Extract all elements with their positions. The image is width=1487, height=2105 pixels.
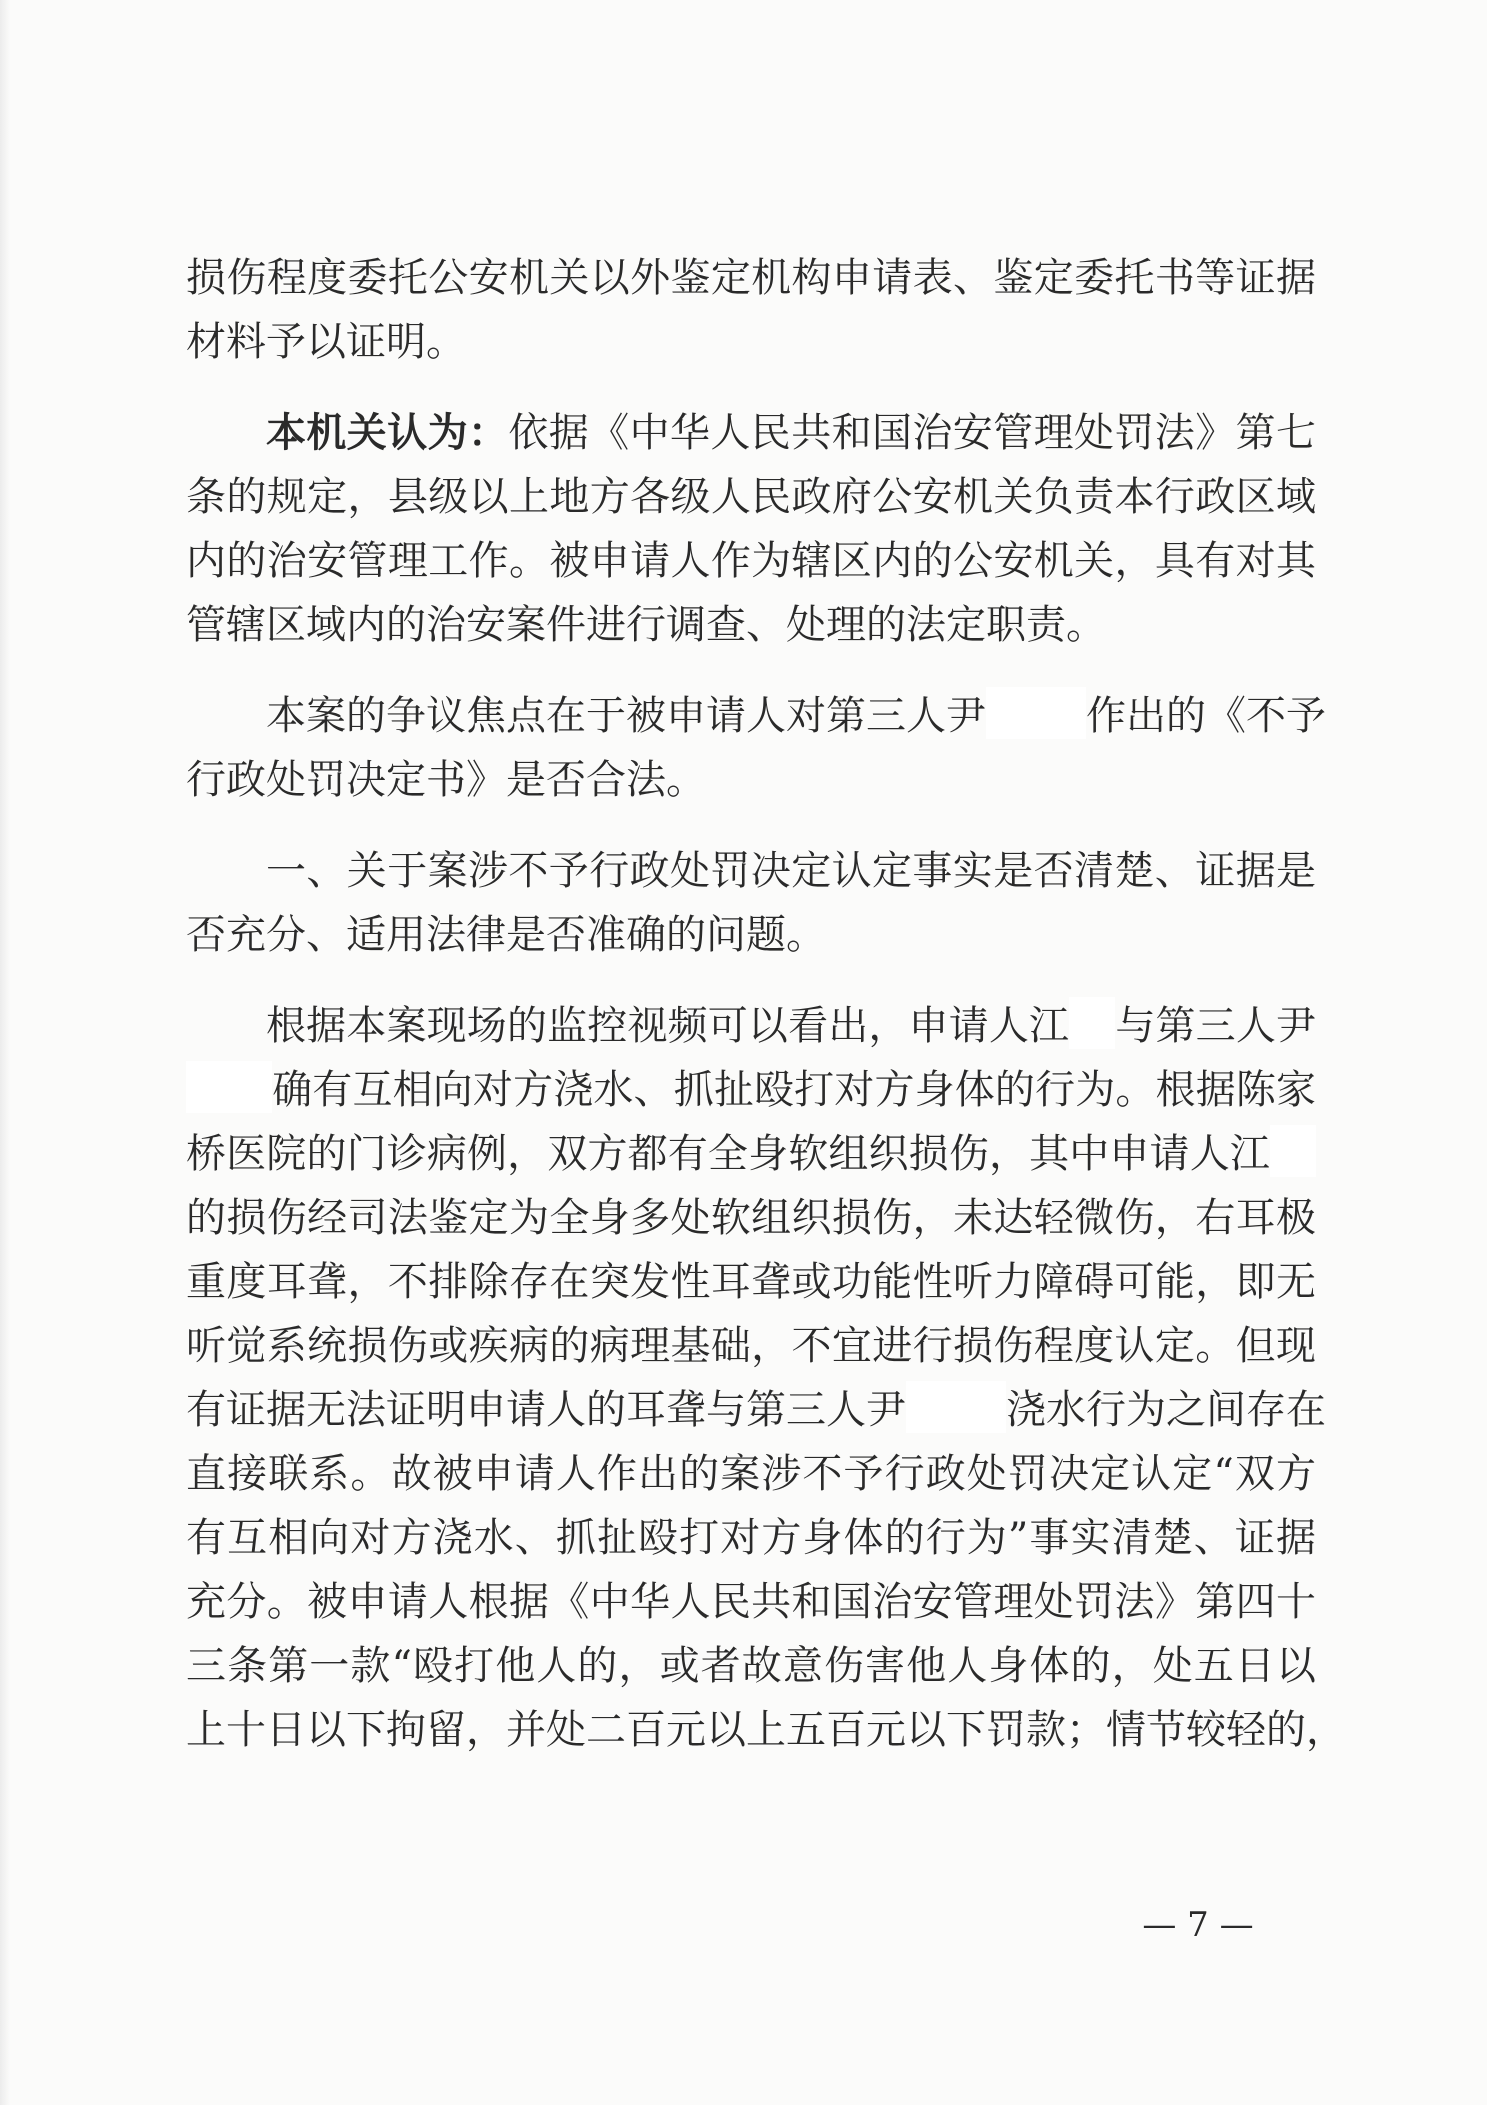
line-text: 的损伤经司法鉴定为全身多处软组织损伤，未达轻微伤，右耳极	[186, 1195, 1316, 1241]
paragraph-injury-evidence	[186, 246, 1316, 374]
paragraph-authority-opinion	[186, 401, 1316, 657]
body-text	[186, 246, 1346, 1762]
text-line	[186, 1058, 1316, 1122]
line-text: 直接联系。故被申请人作出的案涉不予行政处罚决定认定“双方	[186, 1451, 1316, 1497]
text-line	[186, 1442, 1316, 1506]
text-line	[186, 246, 1316, 310]
text-line	[186, 529, 1316, 593]
paragraph-analysis	[186, 994, 1346, 1762]
line-text: 依据《中华人民共和国治安管理处罚法》第七	[508, 410, 1317, 456]
text-line	[186, 1122, 1316, 1186]
text-line	[186, 1570, 1316, 1634]
text-line	[186, 1186, 1316, 1250]
text-line	[186, 1314, 1316, 1378]
redaction-box	[1069, 997, 1115, 1049]
text-line	[186, 310, 1316, 374]
line-text: 条的规定，县级以上地方各级人民政府公安机关负责本行政区域	[186, 474, 1316, 520]
text-line	[186, 1250, 1316, 1314]
line-text: 充分。被申请人根据《中华人民共和国治安管理处罚法》第四十	[186, 1579, 1316, 1625]
text-line	[186, 748, 1316, 812]
redaction-box	[1270, 1125, 1316, 1177]
line-text: 重度耳聋，不排除存在突发性耳聋或功能性听力障碍可能，即无	[186, 1259, 1316, 1305]
line-text: 根据本案现场的监控视频可以看出，申请人江	[266, 1003, 1070, 1049]
text-line	[186, 684, 1326, 748]
line-text: 内的治安管理工作。被申请人作为辖区内的公安机关，具有对其	[186, 538, 1316, 584]
line-text: 一、关于案涉不予行政处罚决定认定事实是否清楚、证据是	[266, 848, 1316, 894]
bold-lead: 本机关认为：	[266, 409, 509, 456]
text-line	[186, 1634, 1316, 1698]
text-line	[186, 903, 1316, 967]
text-line	[186, 839, 1316, 903]
line-text: 本案的争议焦点在于被申请人对第三人尹	[266, 693, 986, 739]
text-line	[186, 465, 1316, 529]
line-text: 浇水行为之间存在	[1006, 1387, 1326, 1433]
redaction-box	[986, 687, 1086, 739]
redaction-box	[186, 1061, 272, 1113]
page-number: — 7 —	[1142, 1905, 1254, 1945]
line-text: 与第三人尹	[1115, 1003, 1317, 1049]
line-text: 上十日以下拘留，并处二百元以上五百元以下罚款；情节较轻的，	[186, 1707, 1346, 1753]
line-text: 损伤程度委托公安机关以外鉴定机构申请表、鉴定委托书等证据	[186, 255, 1316, 301]
text-line	[186, 1698, 1346, 1762]
line-text: 行政处罚决定书》是否合法。	[186, 757, 706, 803]
line-text: 材料予以证明。	[186, 319, 466, 365]
text-line	[186, 994, 1316, 1058]
line-text: 桥医院的门诊病例，双方都有全身软组织损伤，其中申请人江	[186, 1131, 1270, 1177]
text-line	[186, 1506, 1316, 1570]
text-line	[186, 1378, 1326, 1442]
line-text: 否充分、适用法律是否准确的问题。	[186, 912, 826, 958]
line-text: 有证据无法证明申请人的耳聋与第三人尹	[186, 1387, 906, 1433]
line-text: 有互相向对方浇水、抓扯殴打对方身体的行为”事实清楚、证据	[186, 1515, 1316, 1561]
line-text: 三条第一款“殴打他人的，或者故意伤害他人身体的，处五日以	[186, 1643, 1316, 1689]
paragraph-section-heading	[186, 839, 1316, 967]
paragraph-dispute-focus	[186, 684, 1326, 812]
line-text: 确有互相向对方浇水、抓扯殴打对方身体的行为。根据陈家	[272, 1067, 1316, 1113]
redaction-box	[906, 1381, 1006, 1433]
line-text: 管辖区域内的治安案件进行调查、处理的法定职责。	[186, 602, 1106, 648]
text-line	[186, 593, 1316, 657]
line-text: 作出的《不予	[1086, 693, 1326, 739]
line-text: 听觉系统损伤或疾病的病理基础，不宜进行损伤程度认定。但现	[186, 1323, 1316, 1369]
scan-edge-shadow	[0, 0, 10, 2105]
text-line	[186, 401, 1316, 465]
